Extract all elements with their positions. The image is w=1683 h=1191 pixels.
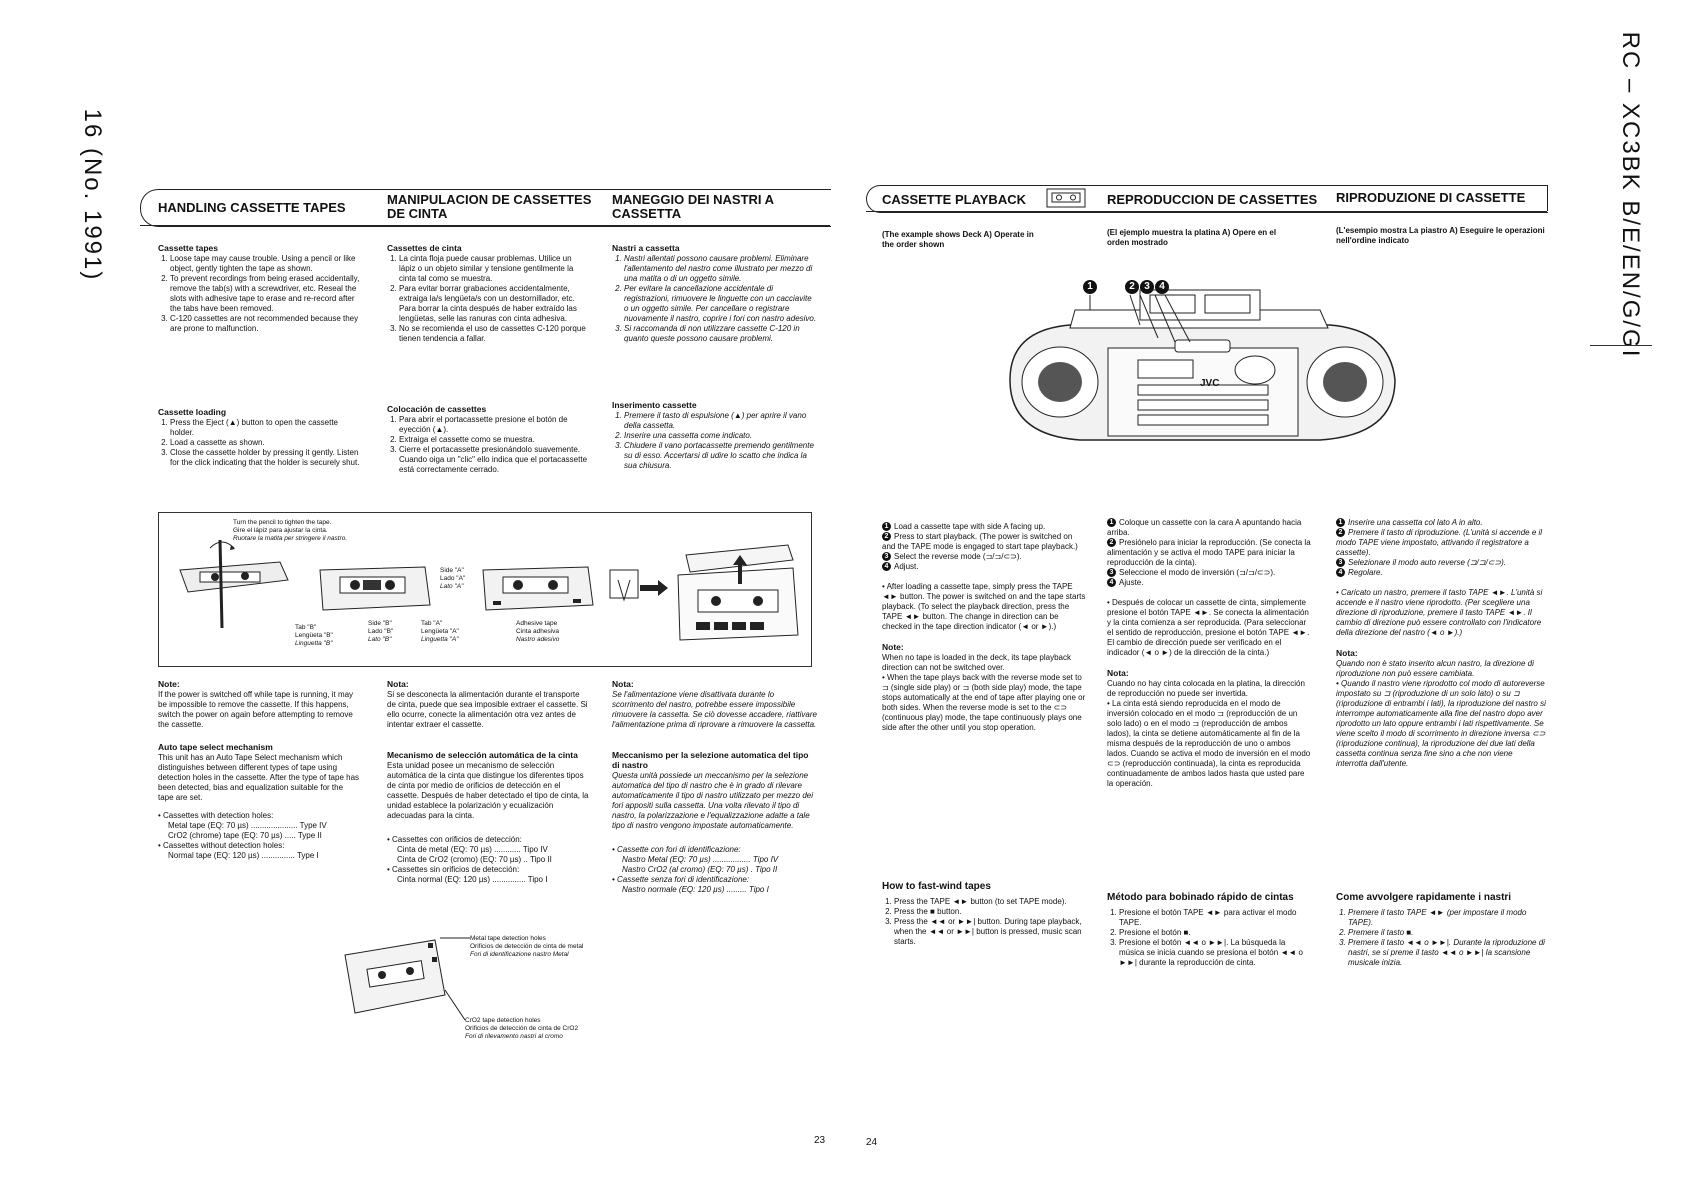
ats-en-line3: Normal tape (EQ: 120 µs) ............... Type I xyxy=(168,851,319,860)
playback-intro-es: (El ejemplo muestra la platina A) Opere en el orden mostrado xyxy=(1107,228,1277,247)
playback-es-note: Cuando no hay cinta colocada en la platina, la dirección de reproducción no puede ser invertida. xyxy=(1107,679,1305,698)
tapes-it xyxy=(612,243,817,344)
step-item xyxy=(882,532,1087,552)
playback-intro-en: (The example shows Deck A) Operate in the order shown xyxy=(882,230,1034,249)
model-number-side: RC – XC3BK B/E/EN/G/GI xyxy=(1617,31,1644,359)
caption-cro2-it: Fori di rilevamento nastri al cromo xyxy=(465,1033,563,1040)
caption-tab-b-en: Tab "B" xyxy=(295,624,317,631)
tapes-es-item: 2. Para evitar borrar grabaciones accidentalmente, extraiga la/s lengüeta/s con un destornillador, etc. Para borrar la cinta después de haber extraído las lengüetas, selle las ranuras con cinta adhesiva. xyxy=(399,284,589,324)
playback-en xyxy=(882,522,1087,733)
loading-it-title: Inserimento cassette xyxy=(612,400,697,410)
caption-tab-b-es: Lengüeta "B" xyxy=(295,632,333,639)
note-en-title: Note: xyxy=(158,679,180,689)
playback-es-note-bullet-text: La cinta está siendo reproducida en el modo de inversión colocado en el modo ⊐ (reproducción de un solo lado) o en el modo ⊐ (reproducción de ambos lados), la cinta se detiene automáticamente al fin de la misma después de la reproducción de uno o ambos lados. Cuando se activa el modo de inversión en el modo ⊂⊃ (reproducción continuada), la cinta es reproducida continuadamente de ambos lados hasta que usted pare la operación. xyxy=(1107,699,1311,788)
step-number: 3 xyxy=(1107,568,1116,577)
step-number: 1 xyxy=(1107,518,1116,527)
ats-it-line1: Nastro Metal (EQ: 70 µs) ................. Tipo IV xyxy=(622,855,779,864)
step-number: 3 xyxy=(1336,558,1345,567)
caption-pencil-en: Turn the pencil to tighten the tape. xyxy=(233,519,332,526)
ats-it-bullet1-text: Cassette con fori di identificazione: xyxy=(617,845,741,854)
tapes-en-title: Cassette tapes xyxy=(158,243,219,253)
playback-es-bullet-text: Después de colocar un cassette de cinta, simplemente presione el botón TAPE ◄►. Se conecta la alimentación y la cinta comienza a ser reproducida. (Para seleccionar el sentido de reproducción, presione el botón TAPE ◄►. El cambio de dirección puede ser verificado en el indicador (◄ o ►) de la dirección de la cinta.) xyxy=(1107,598,1310,657)
ats-it-title: Meccanismo per la selezione automatica del tipo di nastro xyxy=(612,750,809,770)
caption-tab-a-it: Linguetta "A" xyxy=(421,636,459,643)
page-number-side: 16 (No. 1991) xyxy=(79,108,106,282)
caption-side-b-es: Lado "B" xyxy=(368,628,394,635)
ats-es-line1: Cinta de metal (EQ: 70 µs) ............ Tipo IV xyxy=(397,845,548,854)
caption-tab-b-it: Linguetta "B" xyxy=(295,640,333,647)
fastwind-en-title: How to fast-wind tapes xyxy=(882,881,991,892)
loading-en-item: 2. Load a cassette as shown. xyxy=(170,438,360,448)
fastwind-it-item: 3. Premere il tasto ◄◄ o ►►|. Durante la riproduzione di nastri, se si preme il tasto ◄◄ o ►►| la scansione musicale inizia. xyxy=(1348,938,1546,968)
playback-en-bullet-text: After loading a cassette tape, simply press the TAPE ◄► button. The power is switched on and the tape starts playback. (To select the playback direction, press the TAPE ◄► button. The change in direction can be checked in the tape direction indicator (◄ or ►).) xyxy=(882,582,1086,631)
fastwind-es-item: 2. Presione el botón ■. xyxy=(1119,928,1312,938)
step-item xyxy=(882,552,1087,562)
tapes-es-item: 1. La cinta floja puede causar problemas. Utilice un lápiz o un objeto similar y tensione gentilmente la cinta tal como se muestra. xyxy=(399,254,589,284)
caption-side-a-es: Lado "A" xyxy=(440,575,466,582)
caption-tab-a-en: Tab "A" xyxy=(421,620,443,627)
playback-it-bullet-text: Caricato un nastro, premere il tasto TAPE ◄►. L'unità si accende e il nastro viene riprodotto. (Per scegliere una direzione di riproduzione, premere il tasto TAPE ◄►. Il cambio di direzione può essere controllato con l'indicatore della direzione del nastro (◄ o ►).) xyxy=(1336,588,1543,637)
playback-en-note-bullet: • When the tape plays back with the reverse mode set to ⊐ (single side play) or ⊐ (both side play) mode, the tape stops automatically at the end of tape after playing one or both sides. When the reverse mode is set to the ⊂⊃ (continuous play) mode, the tape continuously plays one side after the other until you stop operation. xyxy=(882,673,1086,732)
fastwind-es xyxy=(1107,893,1312,968)
note-it-title: Nota: xyxy=(612,679,634,689)
step-item xyxy=(882,522,1087,532)
step-number: 4 xyxy=(1336,568,1345,577)
playback-it-note-title: Nota: xyxy=(1336,648,1358,658)
caption-metal-en: Metal tape detection holes xyxy=(470,935,546,942)
caption-cro2-es: Orificios de detección de cinta de CrO2 xyxy=(465,1025,579,1032)
loading-it-item: 2. Inserire una cassetta come indicato. xyxy=(624,431,817,441)
note-es-title: Nota: xyxy=(387,679,409,689)
ats-es-title: Mecanismo de selección automática de la cinta xyxy=(387,750,578,760)
callout-number: 3 xyxy=(1144,281,1150,292)
step-item xyxy=(1336,518,1546,528)
ats-en-line1: Metal tape (EQ: 70 µs) ..................... Type IV xyxy=(168,821,327,830)
cassette-icon xyxy=(1046,188,1086,208)
ats-es-bullet1: • Cassettes con orificios de detección: xyxy=(387,835,522,844)
fastwind-es-title: Método para bobinado rápido de cintas xyxy=(1107,892,1294,903)
note-es-text: Si se desconecta la alimentación durante el transporte de cinta, puede que sea imposible extraer el cassette. Si ello ocurre, conecte la alimentación otra vez antes de intentar extraer el cassette. xyxy=(387,690,588,729)
step-text: Inserire una cassetta col lato A in alto. xyxy=(1348,518,1483,527)
caption-cro2-en: CrO2 tape detection holes xyxy=(465,1017,541,1024)
tapes-it-item: 2. Per evitare la cancellazione accidentale di registrazioni, rimuovere le linguette con un cacciavite o un oggetto simile. Per cancellare o registrare nuovamente il nastro, coprire i fori con nastro adesivo. xyxy=(624,284,817,324)
tapes-it-item: 1. Nastri allentati possono causare problemi. Eliminare l'allentamento del nastro come illustrato per mezzo di una matita o di un oggetto simile. xyxy=(624,254,817,284)
step-item xyxy=(1336,568,1546,578)
caption-metal-es: Orificios de detección de cinta de metal xyxy=(470,943,584,950)
loading-it xyxy=(612,400,817,471)
caption-metal-it: Fori di identificazione nastro Metal xyxy=(470,951,569,958)
ats-en-bullet2-text: Cassettes without detection holes: xyxy=(163,841,285,850)
step-text: Adjust. xyxy=(894,562,919,571)
note-it-text: Se l'alimentazione viene disattivata durante lo scorrimento del nastro, potrebbe essere impossibile rimuovere la cassetta. Se ciò dovesse accadere, riattivare l'alimentazione prima di riprovare a rimuovere la cassetta. xyxy=(612,690,817,729)
ats-es-bullet2: • Cassettes sin orificios de detección: xyxy=(387,865,520,874)
loading-es-item: 2. Extraiga el cassette como se muestra. xyxy=(399,435,589,445)
right-header-rule-right xyxy=(1547,185,1548,211)
step-item xyxy=(1107,568,1312,578)
page-number-right: 24 xyxy=(866,1137,878,1148)
loading-en-item: 1. Press the Eject (▲) button to open the cassette holder. xyxy=(170,418,360,438)
fastwind-it-title: Come avvolgere rapidamente i nastri xyxy=(1336,892,1512,903)
pencil-tape-illustration xyxy=(170,540,300,630)
ats-it-bullet1: • Cassette con fori di identificazione: xyxy=(612,845,741,854)
step-text: Ajuste. xyxy=(1119,578,1144,587)
header-playback-it: RIPRODUZIONE DI CASSETTE xyxy=(1336,190,1526,205)
ats-en-text: This unit has an Auto Tape Select mechanism which distinguishes between different types of tape using detection holes in the cassette. After the type of tape has been detected, bias and equalization suitable for the tape are set. xyxy=(158,753,360,802)
ats-es-bullet2-text: Cassettes sin orificios de detección: xyxy=(392,865,520,874)
playback-es xyxy=(1107,518,1312,789)
right-header-rule-bottom xyxy=(866,211,1547,212)
step-item xyxy=(1107,538,1312,568)
model-divider xyxy=(1590,345,1652,346)
header-playback-en: CASSETTE PLAYBACK xyxy=(882,192,1026,207)
header-playback-es: REPRODUCCION DE CASSETTES xyxy=(1107,192,1318,207)
step-number: 1 xyxy=(882,522,891,531)
fastwind-en xyxy=(882,882,1087,947)
loading-it-item: 3. Chiudere il vano portacassette premendo gentilmente su di esso. Accertarsi di udire lo scatto che indica la sua chiusura. xyxy=(624,441,817,471)
caption-tab-a-es: Lengüeta "A" xyxy=(421,628,459,635)
caption-side-b-it: Lato "B" xyxy=(368,636,392,643)
note-es xyxy=(387,679,589,730)
ats-en-line2: CrO2 (chrome) tape (EQ: 70 µs) ..... Type II xyxy=(168,831,322,840)
ats-it-line2: Nastro CrO2 (al cromo) (EQ: 70 µs) . Tipo II xyxy=(622,865,778,874)
ats-en-bullet1: • Cassettes with detection holes: xyxy=(158,811,274,820)
playback-it-note: Quando non è stato inserito alcun nastro, la direzione di riproduzione non può essere cambiata. xyxy=(1336,659,1534,678)
fastwind-en-item: 3. Press the ◄◄ or ►►| button. During tape playback, when the ◄◄ or ►►| button is pressed, music scan starts. xyxy=(894,917,1087,947)
caption-side-a-en: Side "A" xyxy=(440,567,464,574)
loading-es-title: Colocación de cassettes xyxy=(387,404,487,414)
step-text: Press to start playback. (The power is switched on and the TAPE mode is engaged to start tape playback.) xyxy=(882,532,1078,551)
header-handling-en: HANDLING CASSETTE TAPES xyxy=(158,200,346,215)
ats-en-title: Auto tape select mechanism xyxy=(158,742,273,752)
step-text: Selezionare il modo auto reverse (⊐/⊐/⊂⊃). xyxy=(1348,558,1506,567)
loading-es-item: 1. Para abrir el portacassette presione el botón de eyección (▲). xyxy=(399,415,589,435)
playback-en-bullet: • After loading a cassette tape, simply press the TAPE ◄► button. The power is switched on and the tape starts playback. (To select the playback direction, press the TAPE ◄► button. The change in direction can be checked in the tape direction indicator (◄ or ►).) xyxy=(882,582,1086,631)
tapes-en-item: 2. To prevent recordings from being erased accidentally, remove the tab(s) with a screwdriver, etc. Reseal the slots with adhesive tape to erase and re-record after the tabs have been removed. xyxy=(170,274,360,314)
playback-it-note-bullet-text: Quando il nastro viene riprodotto col modo di autoreverse impostato su ⊐ (riproduzione di un solo lato) o su ⊐ (riproduzione di entrambi i lati), la riproduzione del nastro si interrompe automaticamente alla fine del nastro dopo aver riprodotto un lato oppure entrambi i lati rispettivamente. Se viene scelto il modo di scorrimento in direzione inversa ⊂⊃ (riproduzione continua), la riproduzione dei due lati della cassetta continua senza fine sino a che non viene interrotta dall'utente. xyxy=(1336,679,1546,768)
caption-adhesive-es: Cinta adhesiva xyxy=(516,628,559,635)
ats-it xyxy=(612,750,817,895)
callout-number: 2 xyxy=(1129,281,1135,292)
loading-en-title: Cassette loading xyxy=(158,407,227,417)
step-text: Seleccione el modo de inversión (⊐/⊐/⊂⊃). xyxy=(1119,568,1276,577)
fastwind-en-item: 1. Press the TAPE ◄► button (to set TAPE mode). xyxy=(894,897,1087,907)
ats-it-bullet2: • Cassette senza fori di identificazione: xyxy=(612,875,750,884)
boombox-brand-label: JVC xyxy=(1200,378,1220,389)
loading-en xyxy=(158,407,360,468)
playback-en-note-bullet-text: When the tape plays back with the reverse mode set to ⊐ (single side play) or ⊐ (both side play) mode, the tape stops automatically at the end of tape after playing one or both sides. When the reverse mode is set to the ⊂⊃ (continuous play) mode, the tape continuously plays one side after the other until you stop operation. xyxy=(882,673,1086,732)
tapes-es-item: 3. No se recomienda el uso de cassettes C-120 porque tienen tendencia a fallar. xyxy=(399,324,589,344)
step-item xyxy=(1107,518,1312,538)
playback-es-note-title: Nota: xyxy=(1107,668,1129,678)
callout-marker xyxy=(1155,280,1169,294)
loading-en-item: 3. Close the cassette holder by pressing it gently. Listen for the click indicating that the holder is securely shut. xyxy=(170,448,360,468)
playback-es-bullet: • Después de colocar un cassette de cinta, simplemente presione el botón TAPE ◄►. Se conecta la alimentación y la cinta comienza a ser reproducida. (Para seleccionar el sentido de reproducción, presione el botón TAPE ◄►. El cambio de dirección puede ser verificado en el indicador (◄ o ►) de la dirección de la cinta.) xyxy=(1107,598,1310,657)
fastwind-en-item: 2. Press the ■ button. xyxy=(894,907,1087,917)
step-number: 4 xyxy=(1107,578,1116,587)
eject-load-illustration xyxy=(608,540,803,650)
step-number: 2 xyxy=(882,532,891,541)
ats-es xyxy=(387,750,589,885)
caption-pencil-es: Gire el lápiz para ajustar la cinta. xyxy=(233,527,328,534)
ats-it-bullet2-text: Cassette senza fori di identificazione: xyxy=(617,875,750,884)
playback-intro-it: (L'esempio mostra La piastro A) Eseguire le operazioni nell'ordine indicato xyxy=(1336,226,1545,245)
playback-it-note-bullet: • Quando il nastro viene riprodotto col modo di autoreverse impostato su ⊐ (riproduzione di un solo lato) o su ⊐ (riproduzione di entrambi i lati), la riproduzione del nastro si interrompe automaticamente alla fine del nastro dopo aver riprodotto un lato oppure entrambi i lati rispettivamente. Se viene scelto il modo di scorrimento in direzione inversa ⊂⊃ (riproduzione continua), la riproduzione dei due lati della cassetta continua senza fine sino a che non viene interrotta dall'utente. xyxy=(1336,679,1546,768)
step-text: Regolare. xyxy=(1348,568,1383,577)
caption-side-a-it: Lato "A" xyxy=(440,583,464,590)
playback-es-note-bullet: • La cinta está siendo reproducida en el modo de inversión colocado en el modo ⊐ (reproducción de un solo lado) o en el modo ⊐ (reproducción de ambos lados), la cinta se detiene automáticamente al fin de la misma después de la reproducción de uno o ambos lados. Cuando se activa el modo de inversión en el modo ⊂⊃ (reproducción continuada), la cinta es reproducida continuadamente de ambos lados hasta que usted pare la operación. xyxy=(1107,699,1311,788)
ats-es-bullet1-text: Cassettes con orificios de detección: xyxy=(392,835,522,844)
detection-holes-illustration xyxy=(340,935,470,1020)
step-item xyxy=(1336,558,1546,568)
step-item xyxy=(1336,528,1546,558)
caption-adhesive-it: Nastro adesivo xyxy=(516,636,560,643)
ats-es-line3: Cinta normal (EQ: 120 µs) ............... Tipo I xyxy=(397,875,548,884)
tapes-en-item: 1. Loose tape may cause trouble. Using a pencil or like object, gently tighten the tape as shown. xyxy=(170,254,360,274)
header-handling-es: MANIPULACION DE CASSETTES DE CINTA xyxy=(387,192,592,221)
tapes-en xyxy=(158,243,360,334)
note-en-text: If the power is switched off while tape is running, it may be impossible to remove the cassette. If this happens, switch the power on again before attempting to remove the cassette. xyxy=(158,690,354,729)
step-number: 3 xyxy=(882,552,891,561)
note-en xyxy=(158,679,360,730)
ats-es-text: Esta unidad posee un mecanismo de selección automática de la cinta que distingue los diferentes tipos de cinta por medio de orificios de detección en el cassette. Después de haber detectado el tipo de cinta, la unidad establece la polarización y ecualización adecuadas para la cinta. xyxy=(387,761,589,820)
ats-en-bullet2: • Cassettes without detection holes: xyxy=(158,841,285,850)
caption-side-b-en: Side "B" xyxy=(368,620,392,627)
note-it xyxy=(612,679,817,730)
step-text: Presiónelo para iniciar la reproducción. (Se conecta la alimentación y se activa el modo TAPE para iniciar la reproducción de la cinta). xyxy=(1107,538,1311,567)
step-text: Select the reverse mode (⊐/⊐/⊂⊃). xyxy=(894,552,1022,561)
loading-es xyxy=(387,404,589,475)
cassette-tabs-illustration xyxy=(478,565,598,615)
step-number: 1 xyxy=(1336,518,1345,527)
step-text: Coloque un cassette con la cara A apuntando hacia arriba. xyxy=(1107,518,1302,537)
loading-it-item: 1. Premere il tasto di espulsione (▲) per aprire il vano della cassetta. xyxy=(624,411,817,431)
ats-en xyxy=(158,742,360,861)
step-text: Premere il tasto di riproduzione. (L'unità si accende e il modo TAPE viene impostato, attivando il registratore a cassette). xyxy=(1336,528,1543,557)
fastwind-es-item: 3. Presione el botón ◄◄ o ►►|. La búsqueda la música se inicia cuando se presiona el botón ◄◄ o ►►| durante la reproducción de cinta. xyxy=(1119,938,1312,968)
cassette-side-a-illustration xyxy=(315,565,435,615)
step-text: Load a cassette tape with side A facing up. xyxy=(894,522,1046,531)
ats-es-line2: Cinta de CrO2 (cromo) (EQ: 70 µs) .. Tipo II xyxy=(397,855,552,864)
loading-es-item: 3. Cierre el portacassette presionándolo suavemente. Cuando oiga un "clic" ello indica que el portacassette está correctamente cerrado. xyxy=(399,445,589,475)
tapes-it-item: 3. Si raccomanda di non utilizzare cassette C-120 in quanto queste possono causare problemi. xyxy=(624,324,817,344)
callout-number: 1 xyxy=(1087,281,1093,292)
playback-it xyxy=(1336,518,1546,769)
step-item xyxy=(1107,578,1312,588)
playback-it-bullet: • Caricato un nastro, premere il tasto TAPE ◄►. L'unità si accende e il nastro viene riprodotto. (Per scegliere una direzione di riproduzione, premere il tasto TAPE ◄►. Il cambio di direzione può essere controllato con l'indicatore della direzione del nastro (◄ o ►).) xyxy=(1336,588,1543,637)
ats-en-bullet1-text: Cassettes with detection holes: xyxy=(163,811,274,820)
tapes-it-title: Nastri a cassetta xyxy=(612,243,680,253)
page-number-left: 23 xyxy=(814,1135,826,1146)
step-item xyxy=(882,562,1087,572)
callout-marker xyxy=(1140,280,1154,294)
ats-it-line3: Nastro normale (EQ: 120 µs) ......... Tipo I xyxy=(622,885,769,894)
step-number: 2 xyxy=(1336,528,1345,537)
boombox-illustration xyxy=(990,270,1410,470)
fastwind-es-item: 1. Presione el botón TAPE ◄► para activar el modo TAPE. xyxy=(1119,908,1312,928)
callout-number: 4 xyxy=(1159,281,1165,292)
fastwind-it-item: 1. Premere il tasto TAPE ◄► (per impostare il modo TAPE). xyxy=(1348,908,1546,928)
step-number: 4 xyxy=(882,562,891,571)
tapes-es-title: Cassettes de cinta xyxy=(387,243,462,253)
callout-marker xyxy=(1083,280,1097,294)
fastwind-it xyxy=(1336,893,1546,968)
caption-pencil-it: Ruotare la matita per stringere il nastro. xyxy=(233,535,348,542)
playback-en-note: When no tape is loaded in the deck, its tape playback direction can not be switched over. xyxy=(882,653,1072,672)
left-header-rule-bottom xyxy=(140,225,830,226)
ats-it-text: Questa unità possiede un meccanismo per la selezione automatica del tipo di nastro che è in grado di rilevare automaticamente il tipo di nastro utilizzato per mezzo dei fori appositi sulla cassetta. Una volta rilevato il tipo di nastro, la polarizzazione e l'equalizzazione adatte a tale tipo di nastro vengono impostate automaticamente. xyxy=(612,771,813,830)
tapes-en-item: 3. C-120 cassettes are not recommended because they are prone to malfunction. xyxy=(170,314,360,334)
caption-adhesive-en: Adhesive tape xyxy=(516,620,558,627)
playback-en-note-title: Note: xyxy=(882,642,904,652)
step-number: 2 xyxy=(1107,538,1116,547)
fastwind-it-item: 2. Premere il tasto ■. xyxy=(1348,928,1546,938)
tapes-es xyxy=(387,243,589,344)
header-handling-it: MANEGGIO DEI NASTRI A CASSETTA xyxy=(612,192,774,221)
callout-marker xyxy=(1125,280,1139,294)
